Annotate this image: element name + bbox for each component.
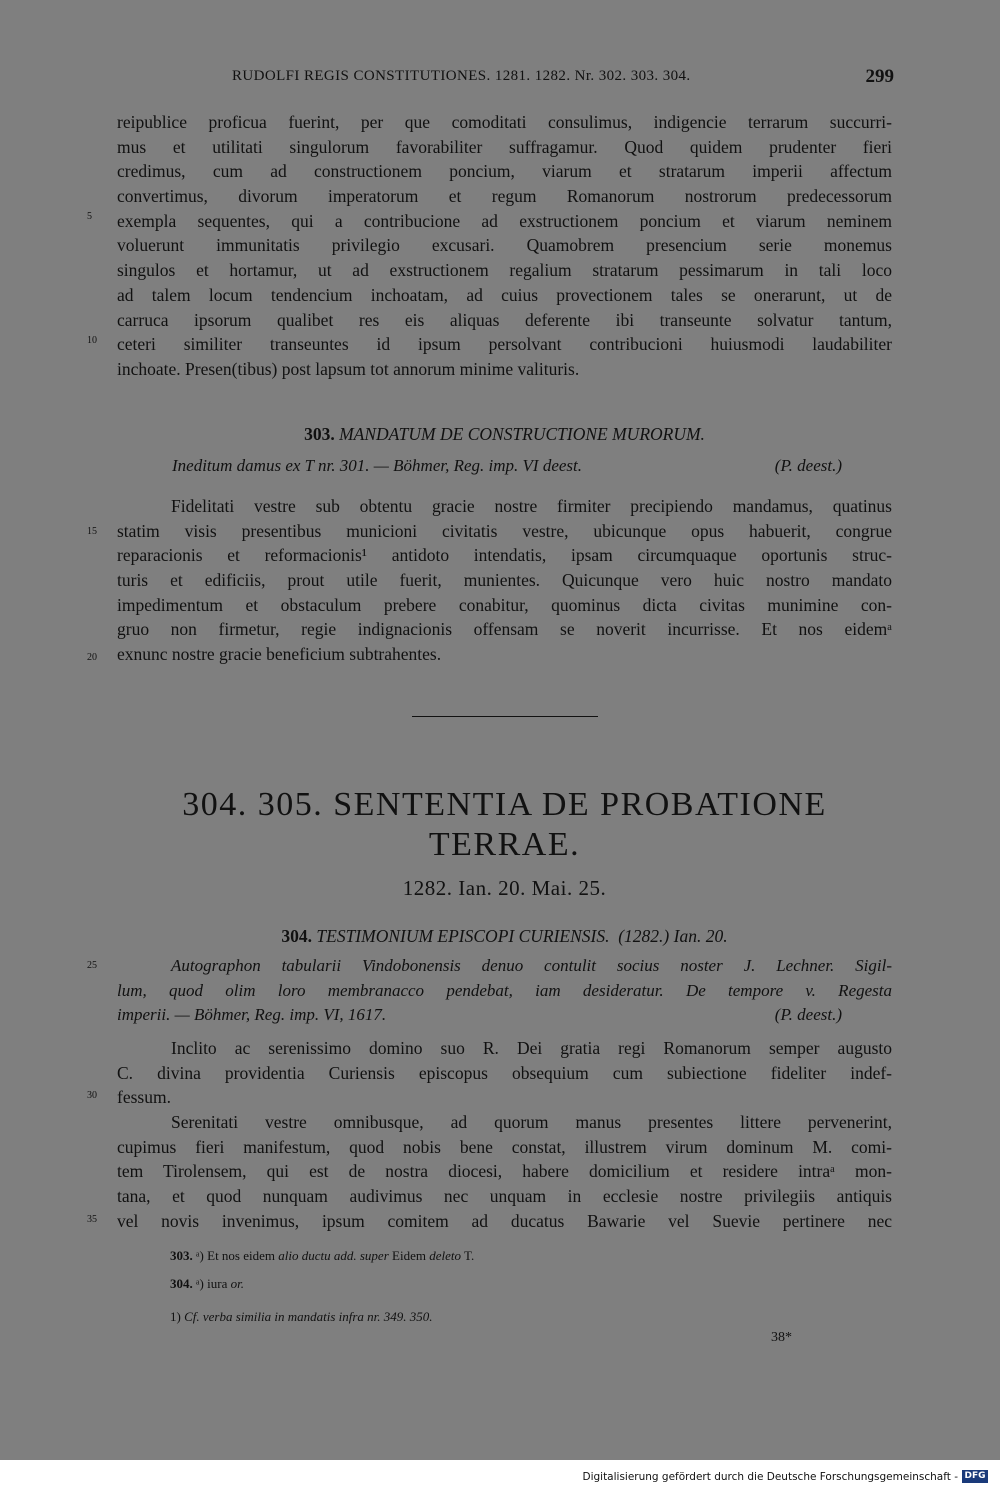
footnote-text: T. — [463, 1248, 475, 1263]
section-304-source — [117, 954, 892, 1028]
text-line: reipublice proficua fuerint, per que comoditati consulimus, indigencie terrarum succurri- — [117, 112, 892, 132]
line-number: 15 — [87, 526, 97, 537]
footnote-number: 303. — [170, 1248, 193, 1263]
text-line: Inclito ac serenissimo domino suo R. Dei gratia regi Romanorum semper augusto — [171, 1038, 892, 1058]
text-line: statim visis presentibus municioni civitatis vestre, ubicunque opus habuerit, congrue — [117, 520, 892, 541]
main-title-line-1: 304. 305. SENTENTIA DE PROBATIONE — [182, 786, 827, 823]
text-line: turis et edificiis, prout utile fuerit, munientes. Quicunque vero huic nostro mandato — [117, 570, 892, 591]
text-block-303 — [117, 494, 892, 667]
text-line: Serenitati vestre omnibusque, ad quorum manus presentes littere pervenerint, — [171, 1112, 892, 1133]
text-line: convertimus, divorum imperatorum et regum Romanorum nostrorum predecessorum — [117, 186, 892, 207]
section-303-source — [172, 456, 842, 476]
main-title-line-2: TERRAE. — [428, 826, 581, 863]
section-304-title: TESTIMONIUM EPISCOPI CURIENSIS. — [316, 926, 610, 946]
source-line-text: imperii. — Böhmer, Reg. imp. VI, 1617. — [117, 1005, 387, 1025]
footnote-text: Eidem — [392, 1248, 426, 1263]
signature-mark: 38* — [771, 1330, 792, 1345]
line-number: 25 — [87, 960, 97, 971]
footnote-304 — [170, 1276, 244, 1292]
footnote-text: Cf. verba similia in mandatis infra nr. 349. 350. — [184, 1309, 433, 1324]
section-divider — [412, 716, 598, 717]
line-number: 35 — [87, 1214, 97, 1225]
line-number: 20 — [87, 652, 97, 663]
funding-credit: Digitalisierung gefördert durch die Deutsche Forschungsgemeinschaft - — [582, 1471, 958, 1483]
section-303-heading — [117, 424, 892, 445]
text-line: cupimus fieri manifestum, quod nobis bene constat, illustrem virum dominum M. comi- — [117, 1136, 892, 1157]
text-line: Fidelitati vestre sub obtentu gracie nostre firmiter precipiendo mandamus, quatinus — [171, 496, 892, 516]
source-line — [117, 1003, 892, 1028]
text-line: carruca ipsorum qualibet res eis aliquas deferente ibi transeunte solvatur tantum, — [117, 309, 892, 330]
text-line: fessum. — [117, 1087, 171, 1108]
text-line: reparacionis et reformacionis¹ antidoto intendatis, ipsam circumquaque oportunis struc- — [117, 545, 892, 566]
text-line: vel novis invenimus, ipsum comitem ad ducatus Bawarie vel Suevie pertinere nec — [117, 1210, 892, 1231]
text-line: inchoate. Presen(tibus) post lapsum tot annorum minime valituris. — [117, 358, 580, 379]
section-303-number: 303. — [304, 424, 335, 444]
text-line: C. divina providentia Curiensis episcopus obsequium cum subiectione fideliter indef- — [117, 1062, 892, 1083]
footnote-number: 1) — [170, 1309, 181, 1324]
text-block-302 — [117, 110, 892, 382]
section-304-date: (1282.) Ian. 20. — [618, 926, 728, 946]
section-303-title: MANDATUM DE CONSTRUCTIONE MURORUM. — [339, 424, 705, 444]
text-line: impedimentum et obstaculum prebere conabitur, quominus dicta civitas munimine con- — [117, 594, 892, 615]
text-line: exempla sequentes, qui a contribucione ad exstructionem poncium et viarum neminem — [117, 210, 892, 231]
footnote-italic: alio ductu add. super — [278, 1248, 389, 1263]
source-line: Autographon tabularii Vindobonensis denuo contulit socius noster J. Lechner. Sigil- — [171, 956, 892, 975]
text-line: voluerunt immunitatis privilegio excusari. Quamobrem presencium serie monemus — [117, 235, 892, 256]
running-title: RUDOLFI REGIS CONSTITUTIONES. 1281. 1282. Nr. 302. 303. 304. — [232, 68, 691, 84]
text-line: gruo non firmetur, regie indignacionis offensam se noverit incurrisse. Et nos eidemᵃ — [117, 619, 892, 640]
page-number: 299 — [865, 66, 894, 87]
footnote-italic: or. — [230, 1276, 244, 1291]
section-304-source-pertz: (P. deest.) — [774, 1005, 842, 1025]
text-line: credimus, cum ad constructionem poncium, viarum et stratarum imperii affectum — [117, 161, 892, 182]
line-number: 5 — [87, 211, 92, 222]
footnote-italic: deleto — [429, 1248, 461, 1263]
footnote-1 — [170, 1309, 433, 1325]
text-line: singulos et hortamur, ut ad exstructionem regalium stratarum pessimarum in tali loco — [117, 260, 892, 281]
section-303-source-pertz: (P. deest.) — [774, 456, 842, 475]
footnote-text: ᵃ) Et nos eidem — [196, 1248, 276, 1263]
text-line: ad talem locum tendencium inchoatam, ad cuius provectionem tales se onerarunt, ut de — [117, 284, 892, 305]
text-line: tana, et quod nunquam audivimus nec unquam in ecclesie nostre privilegiis antiquis — [117, 1186, 892, 1207]
section-303-source-text: Ineditum damus ex T nr. 301. — Böhmer, Reg. imp. VI deest. — [172, 456, 583, 475]
line-number: 10 — [87, 335, 97, 346]
section-304-heading — [117, 926, 892, 947]
footnote-text: ᵃ) iura — [196, 1276, 228, 1291]
text-line: tem Tirolensem, qui est de nostra diocesi, habere domicilium et residere intraᵃ mon- — [117, 1161, 892, 1182]
section-304-number: 304. — [281, 926, 313, 946]
dfg-logo-icon: DFG — [962, 1470, 988, 1483]
main-title-date: 1282. Ian. 20. Mai. 25. — [402, 876, 607, 900]
text-block-304 — [117, 1036, 892, 1234]
text-line: ceteri similiter transeuntes id ipsum persolvant contribucioni huiusmodi laudabiliter — [117, 334, 892, 355]
line-number: 30 — [87, 1090, 97, 1101]
source-line: lum, quod olim loro membranacco pendebat, iam desideratur. De tempore v. Regesta — [117, 980, 892, 1000]
text-line: mus et utilitati singulorum favorabiliter suffragamur. Quod quidem prudenter fieri — [117, 136, 892, 157]
text-line: exnunc nostre gracie beneficium subtrahentes. — [117, 644, 442, 665]
footnote-number: 304. — [170, 1276, 193, 1291]
footnote-303 — [170, 1248, 474, 1264]
